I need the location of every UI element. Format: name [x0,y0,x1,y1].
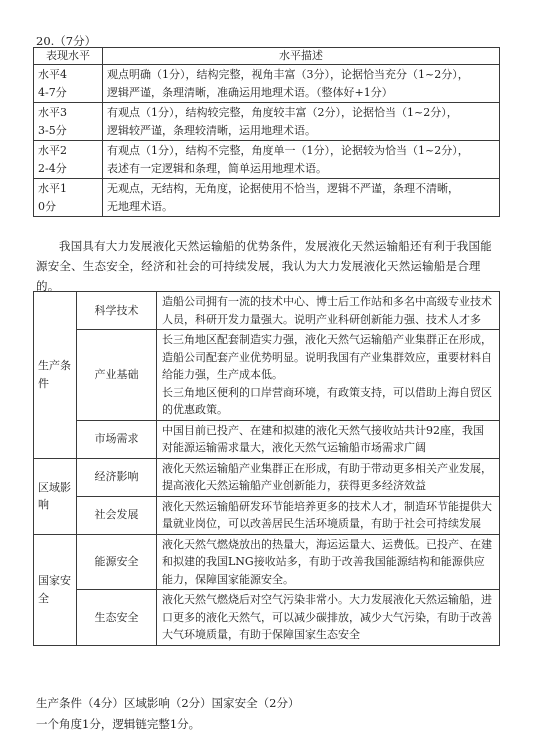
rubric-level: 水平1 [38,182,67,195]
answer-row [34,496,500,534]
rubric-header-description: 水平描述 [103,48,500,65]
rubric-header-level: 表现水平 [34,48,103,65]
answer-row [34,330,500,421]
subcategory-cell: 市场需求 [77,420,157,458]
category-cell: 生产条件 [34,292,77,459]
rubric-desc-line: 逻辑严谨，条理清晰，准确运用地理术语。（整体好+1分） [107,85,393,99]
rubric-score: 0分 [38,199,56,213]
rubric-row [34,179,500,217]
answer-text: 液化天然运输船产业集群正在形成，有助于带动更多相关产业发展，提高液化天然运输船产业创新能力，获得更多经济效益 [157,458,500,496]
subcategory-cell: 社会发展 [77,496,157,534]
rubric-score: 2-4分 [38,161,67,175]
rubric-header-row [34,48,500,65]
answer-row [34,420,500,458]
category-cell: 国家安全 [34,534,77,645]
answer-text: 长三角地区便利的口岸营商环境，有政策支持，可以借助上海自贸区的优惠政策。 [162,385,492,416]
rubric-row [34,103,500,141]
answer-text: 液化天然气燃烧放出的热量大，海运运量大、运费低。已投产、在建和拟建的我国LNG接收站多，有助于改善我国能源结构和能源供应能力，保障国家能源安全。 [157,534,500,590]
rubric-desc-line: 无地理术语。 [107,199,173,213]
answer-text: 造船公司拥有一流的技术中心、博士后工作站和多名中高级专业技术人员，科研开发力量强大。说明产业科研创新能力强、技术人才多 [157,292,500,330]
rubric-row [34,65,500,103]
rubric-level: 水平4 [38,68,67,81]
scoring-note: 一个角度1分，逻辑链完整1分。 [36,717,201,731]
rubric-score: 3-5分 [38,123,67,137]
subcategory-cell: 能源安全 [77,534,157,590]
rubric-desc-line: 有观点（1分），结构不完整，角度单一（1分），论据较为恰当（1~2分）， [107,144,469,157]
answer-row [34,590,500,646]
question-number: 20.（7分） [36,34,97,48]
subcategory-cell: 科学技术 [77,292,157,330]
answer-table [33,291,500,646]
answer-row [34,458,500,496]
scoring-summary: 生产条件（4分）区域影响（2分）国家安全（2分） [36,696,300,710]
answer-text: 液化天然运输船研发环节能培养更多的技术人才，制造环节能提供大量就业岗位，可以改善居民生活环境质量，有助于社会可持续发展 [157,496,500,534]
rubric-level: 水平2 [38,144,67,157]
intro-paragraph: 我国具有大力发展液化天然运输船的优势条件，发展液化天然运输船还有利于我国能源安全、生态安全，经济和社会的可持续发展，我认为大力发展液化天然运输船是合理的。 [36,239,492,293]
answer-text: 长三角地区配套制造实力强，液化天然气运输船产业集群正在形成，造船公司配套产业优势明显。说明我国有产业集群效应，重要材料自给能力强，生产成本低。 [162,333,492,381]
rubric-desc-line: 有观点（1分），结构较完整，角度较丰富（2分），论据恰当（1~2分）， [107,106,458,119]
answer-row [34,292,500,330]
answer-text: 液化天然气燃烧后对空气污染非常小。大力发展液化天然运输船，进口更多的液化天然气，可以减少碳排放，减少大气污染，有助于改善大气环境质量，有助于保障国家生态安全 [157,590,500,646]
rubric-desc-line: 无观点，无结构，无角度，论据使用不恰当，逻辑不严谨，条理不清晰， [107,182,459,195]
rubric-desc-line: 表述有一定逻辑和条理，简单运用地理术语。 [107,161,327,175]
rubric-score: 4-7分 [38,85,67,99]
rubric-desc-line: 观点明确（1分），结构完整，视角丰富（3分），论据恰当充分（1~2分）， [107,68,469,81]
rubric-table [33,47,500,217]
rubric-level: 水平3 [38,106,67,119]
answer-text: 中国目前已投产、在建和拟建的液化天然气接收站共计92座，我国对能源运输需求量大，液化天然气运输船市场需求广阔 [157,420,500,458]
answer-row [34,534,500,590]
rubric-row [34,141,500,179]
subcategory-cell: 经济影响 [77,458,157,496]
category-cell: 区域影响 [34,458,77,534]
subcategory-cell: 产业基础 [77,330,157,421]
rubric-desc-line: 逻辑较严谨，条理较清晰，运用地理术语。 [107,123,316,137]
subcategory-cell: 生态安全 [77,590,157,646]
